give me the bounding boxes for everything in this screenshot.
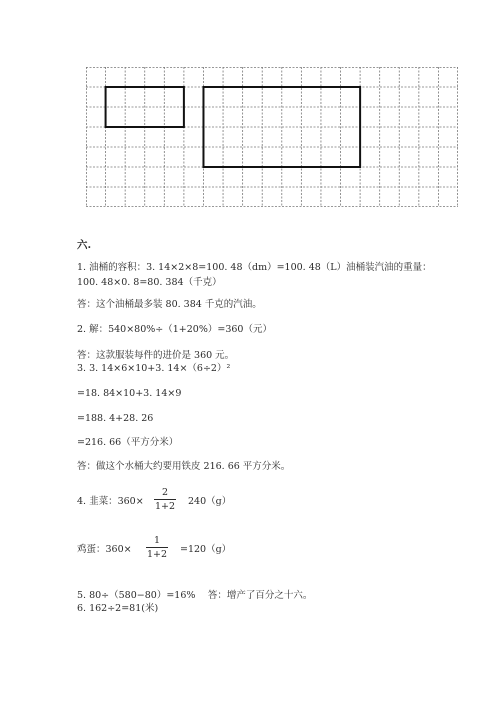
q4b-fraction-bar (146, 547, 168, 548)
q4b-fraction (146, 535, 168, 560)
q4-result: 240（g） (188, 496, 232, 507)
q4-denominator: 1+2 (154, 501, 176, 512)
section-title: 六. (77, 239, 92, 251)
q6-line: 6. 162÷2=81(米) (77, 603, 159, 614)
q4b-label: 鸡蛋：360× (77, 544, 132, 555)
q3-line2: =18. 84×10+3. 14×9 (77, 388, 182, 399)
q4-fraction-bar (154, 499, 176, 500)
q4-numerator: 2 (161, 487, 169, 498)
q3-line1: 3. 3. 14×6×10+3. 14×（6÷2）² (77, 363, 231, 374)
q1-line1: 1. 油桶的容积：3. 14×2×8=100. 48（dm）=100. 48（L）油桶装汽油的重量： (77, 262, 432, 273)
q4-fraction (154, 487, 176, 512)
q3-line3: =188. 4+28. 26 (77, 413, 154, 424)
q1-answer: 答：这个油桶最多装 80. 384 千克的汽油。 (77, 299, 262, 310)
q2-answer: 答：这款服装每件的进价是 360 元。 (77, 350, 235, 361)
q2-line1: 2. 解：540×80%÷（1+20%）=360（元） (77, 324, 272, 335)
q4b-result: =120（g） (180, 544, 232, 555)
q4-label: 4. 韭菜：360× (77, 496, 144, 507)
q5-line: 5. 80÷（580−80）=16% 答：增产了百分之十六。 (77, 590, 313, 601)
grid-svg (86, 67, 458, 207)
q4b-numerator: 1 (153, 535, 161, 546)
grid-figure (86, 67, 458, 207)
q4b-denominator: 1+2 (146, 549, 168, 560)
q3-line4: =216. 66（平方分米） (77, 437, 179, 448)
q1-line2: 100. 48×0. 8=80. 384（千克） (77, 277, 222, 288)
q3-answer: 答：做这个水桶大约要用铁皮 216. 66 平方分米。 (77, 461, 291, 472)
